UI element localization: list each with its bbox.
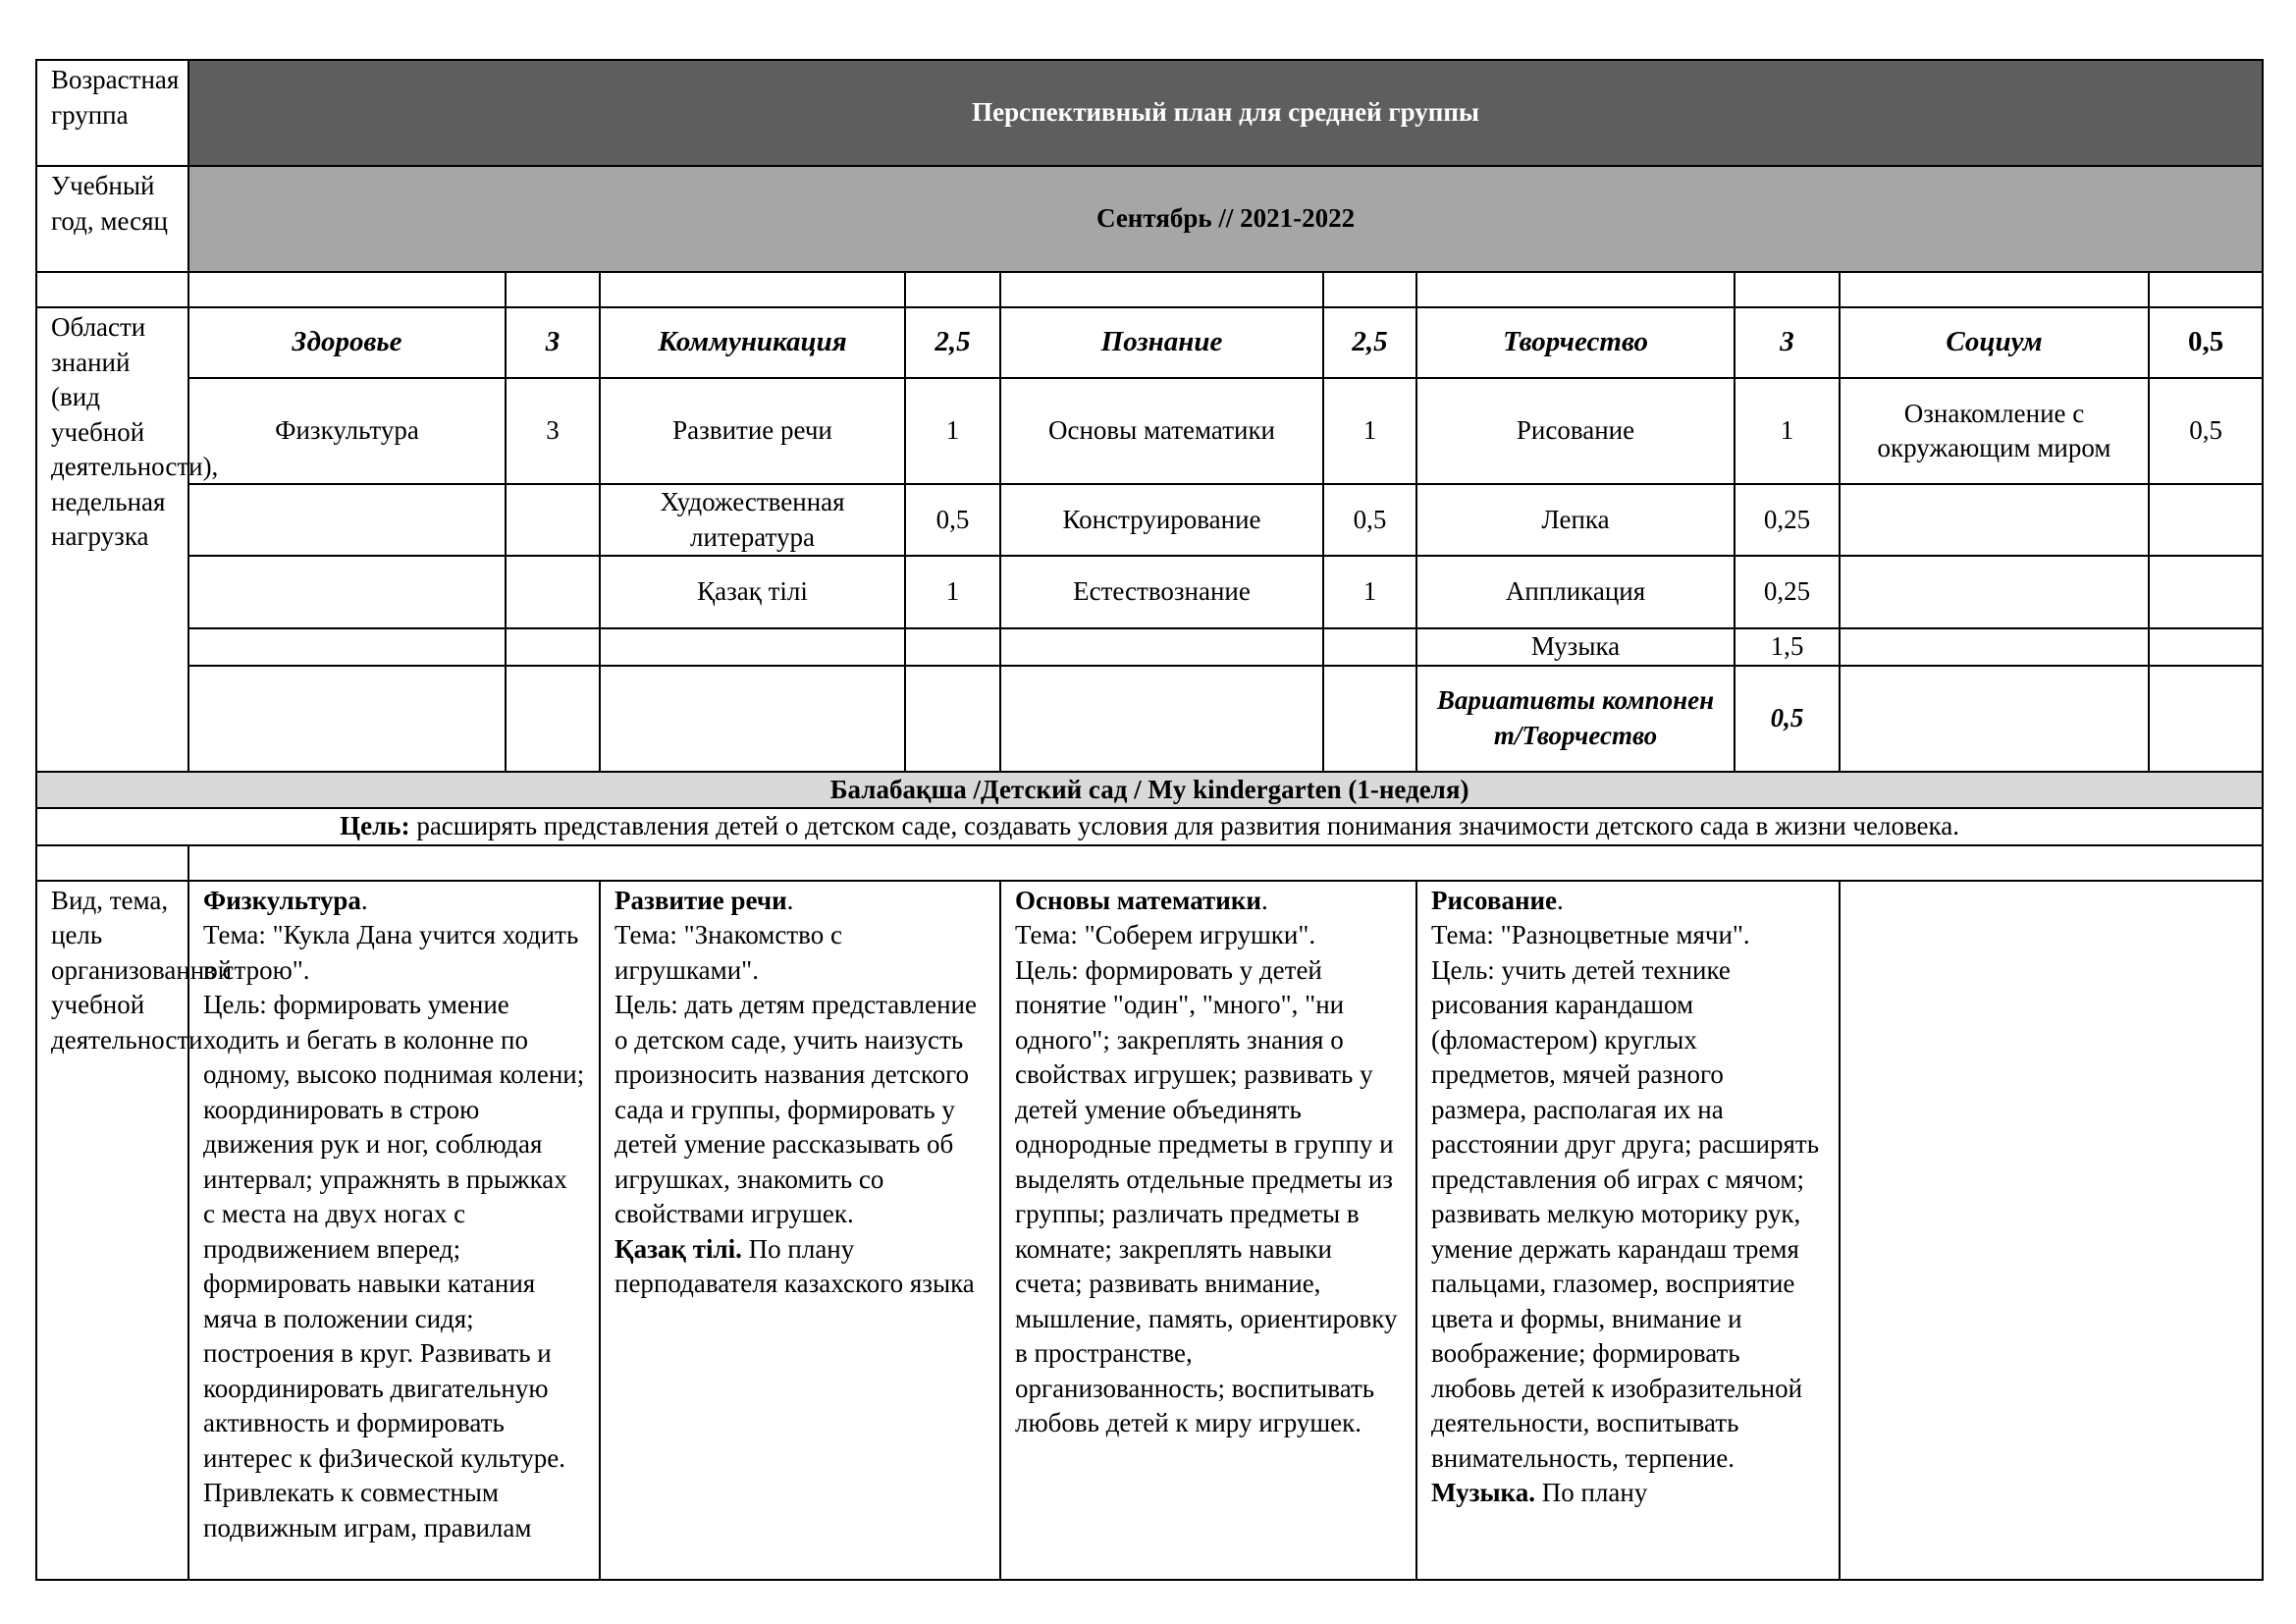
subject-cell: Художественная литература (600, 484, 905, 556)
area-name: Творчество (1416, 307, 1735, 378)
activities-label: Вид, тема, цель организованной учебной деятельности (36, 881, 188, 1580)
activity-extra-title: Қазақ тілі. (614, 1233, 742, 1264)
hours-cell (506, 556, 600, 628)
activity-goal: Цель: формировать у детей понятие "один", "много", "ни одного"; закреплять знания о свойствах игрушек; развивать у детей умение объединять однородные предметы в группу и выделять отдельные предметы из группы; различать предметы в комнате; закреплять навыки счета; развивать внимание, мышление, память, ориентировку в пространстве, организованность; воспитывать любовь детей к миру игрушек. (1015, 954, 1398, 1437)
activity-title: Основы математики (1015, 885, 1261, 915)
area-hours: 2,5 (905, 307, 1000, 378)
area-name: Познание (1000, 307, 1323, 378)
hours-cell: 1 (1323, 378, 1416, 484)
title-row (36, 60, 2263, 166)
activity-goal: Цель: формировать умение ходить и бегать в колонне по одному, высоко поднимая колени; координировать в строю движения рук и ног, соблюдая интервал; упражнять в прыжках с места на двух ногах с продвижением вперед; формировать навыки катания мяча в положении сидя; построения в круг. Развивать и координировать двигательную активность и формировать интерес к фиЗической культуре. Привлекать к совместным подвижным играм, правилам (203, 990, 585, 1543)
subject-row (36, 666, 2263, 772)
activity-extra (614, 1232, 986, 1302)
hours-cell (506, 628, 600, 666)
subject-cell (1840, 628, 2149, 666)
subject-cell (188, 666, 506, 772)
areas-label: Области знаний (вид учебной деятельности), недельная нагрузка (36, 307, 188, 772)
plan-title: Перспективный план для средней группы (188, 60, 2263, 166)
school-year-label: Учебный год, месяц (36, 166, 188, 272)
activity-theme: Тема: "Разноцветные мячи". (1431, 920, 1750, 949)
hours-cell (1323, 628, 1416, 666)
area-name: Коммуникация (600, 307, 905, 378)
subject-cell: Қазақ тілі (600, 556, 905, 628)
spacer-row (36, 845, 2263, 881)
subject-cell: Естествознание (1000, 556, 1323, 628)
activity-cell: Развитие речи. Тема: "Знакомство с игрушками". Цель: дать детям представление о детском саде, учить наизусть произносить названия детского сада и группы, формировать у детей умение рассказывать об игрушках, знакомить со свойствами игрушек. Қазақ тілі. По плану перподавателя казахского языка (600, 881, 1000, 1580)
hours-cell: 0,5 (2149, 378, 2263, 484)
hours-cell: 0,25 (1735, 556, 1840, 628)
hours-cell: 0,25 (1735, 484, 1840, 556)
subject-cell (1840, 484, 2149, 556)
hours-cell: 0,5 (905, 484, 1000, 556)
hours-cell (905, 666, 1000, 772)
week-goal (36, 808, 2263, 845)
area-hours: 0,5 (2149, 307, 2263, 378)
area-hours: 3 (506, 307, 600, 378)
subject-cell: Развитие речи (600, 378, 905, 484)
week-row (36, 772, 2263, 809)
hours-cell: 1 (905, 378, 1000, 484)
hours-cell (506, 484, 600, 556)
subject-row (36, 628, 2263, 666)
variative-component-cell: Вариативты компонент/Творчество (1416, 666, 1735, 772)
hours-cell (2149, 484, 2263, 556)
subject-cell: Музыка (1416, 628, 1735, 666)
week-title: Балабақша /Детский сад / My kindergarten (1-неделя) (36, 772, 2263, 809)
activity-theme: Тема: "Соберем игрушки". (1015, 920, 1316, 949)
subject-row (36, 556, 2263, 628)
subject-cell (188, 628, 506, 666)
area-hours: 2,5 (1323, 307, 1416, 378)
hours-cell: 1 (1735, 378, 1840, 484)
activity-cell: Основы математики. Тема: "Соберем игрушки". Цель: формировать у детей понятие "один", "много", "ни одного"; закреплять знания о свойствах игрушек; развивать у детей умение объединять однородные предметы в группу и выделять отдельные предметы из группы; различать предметы в комнате; закреплять навыки счета; развивать внимание, мышление, память, ориентировку в пространстве, организованность; воспитывать любовь детей к миру игрушек. (1000, 881, 1416, 1580)
activity-theme: Тема: "Знакомство с игрушками". (614, 920, 842, 985)
hours-cell (1323, 666, 1416, 772)
subject-row (36, 484, 2263, 556)
hours-cell: 0,5 (1735, 666, 1840, 772)
subject-cell (188, 484, 506, 556)
hours-cell (905, 628, 1000, 666)
subject-cell: Ознакомление с окружающим миром (1840, 378, 2149, 484)
perspective-plan-table (35, 59, 2264, 1581)
activity-theme: Тема: "Кукла Дана учится ходить в строю". (203, 920, 579, 985)
hours-cell: 3 (506, 378, 600, 484)
subject-cell (188, 556, 506, 628)
age-group-label: Возрастная группа (36, 60, 188, 166)
subject-cell (1000, 628, 1323, 666)
activity-extra-text: По плану (1534, 1478, 1648, 1507)
area-name: Здоровье (188, 307, 506, 378)
hours-cell (2149, 628, 2263, 666)
activity-goal: Цель: дать детям представление о детском саде, учить наизусть произносить названия детского сада и группы, формировать у детей умение рассказывать об игрушках, знакомить со свойствами игрушек. (614, 990, 977, 1228)
activity-title: Развитие речи (614, 885, 787, 915)
activity-goal: Цель: учить детей технике рисования карандашом (фломастером) круглых предметов, мячей разного размера, располагая их на расстоянии друг друга; расширять представления об играх с мячом; развивать мелкую моторику рук, умение держать карандаш тремя пальцами, глазомер, восприятие цвета и формы, внимание и воображение; формировать любовь детей к изобразительной деятельности, воспитывать внимательность, терпение. (1431, 954, 1820, 1473)
subject-cell (1840, 666, 2149, 772)
area-hours: 3 (1735, 307, 1840, 378)
hours-cell (2149, 556, 2263, 628)
hours-cell: 0,5 (1323, 484, 1416, 556)
goal-label: Цель: (340, 811, 410, 840)
activity-extra-title: Музыка. (1431, 1478, 1535, 1507)
subject-cell: Аппликация (1416, 556, 1735, 628)
activity-title: Рисование (1431, 885, 1558, 915)
subject-cell: Рисование (1416, 378, 1735, 484)
subject-row (36, 378, 2263, 484)
activity-extra-text: По плану перподавателя казахского языка (614, 1233, 975, 1298)
activity-cell: Рисование. Тема: "Разноцветные мячи". Цель: учить детей технике рисования карандашом (фломастером) круглых предметов, мячей разного размера, располагая их на расстоянии друг друга; расширять представления об играх с мячом; развивать мелкую моторику рук, умение держать карандаш тремя пальцами, глазомер, восприятие цвета и формы, внимание и воображение; формировать любовь детей к изобразительной деятельности, воспитывать внимательность, терпение. Музыка. По плану (1416, 881, 1840, 1580)
subject-cell (600, 628, 905, 666)
activity-title: Физкультура (203, 885, 361, 915)
activity-cell: Физкультура. Тема: "Кукла Дана учится ходить в строю". Цель: формировать умение ходить и бегать в колонне по одному, высоко поднимая колени; координировать в строю движения рук и ног, соблюдая интервал; упражнять в прыжках с места на двух ногах с продвижением вперед; формировать навыки катания мяча в положении сидя; построения в круг. Развивать и координировать двигательную активность и формировать интерес к фиЗической культуре. Привлекать к совместным подвижным играм, правилам (188, 881, 600, 1580)
areas-header-row (36, 307, 2263, 378)
subject-cell: Лепка (1416, 484, 1735, 556)
hours-cell (2149, 666, 2263, 772)
hours-cell: 1 (905, 556, 1000, 628)
empty-activity-cell (1840, 881, 2263, 1580)
month-row (36, 166, 2263, 272)
hours-cell: 1,5 (1735, 628, 1840, 666)
area-name: Социум (1840, 307, 2149, 378)
subject-cell: Физкультура (188, 378, 506, 484)
goal-text: расширять представления детей о детском саде, создавать условия для развития понимания значимости детского сада в жизни человека. (409, 811, 1959, 840)
goal-row (36, 808, 2263, 845)
subject-cell (1840, 556, 2149, 628)
hours-cell: 1 (1323, 556, 1416, 628)
activity-extra (1431, 1476, 1825, 1511)
subject-cell (1000, 666, 1323, 772)
activities-row (36, 881, 2263, 1580)
subject-cell: Основы математики (1000, 378, 1323, 484)
subject-cell (600, 666, 905, 772)
hours-cell (506, 666, 600, 772)
subject-cell: Конструирование (1000, 484, 1323, 556)
spacer-row (36, 272, 2263, 307)
month-title: Сентябрь // 2021-2022 (188, 166, 2263, 272)
